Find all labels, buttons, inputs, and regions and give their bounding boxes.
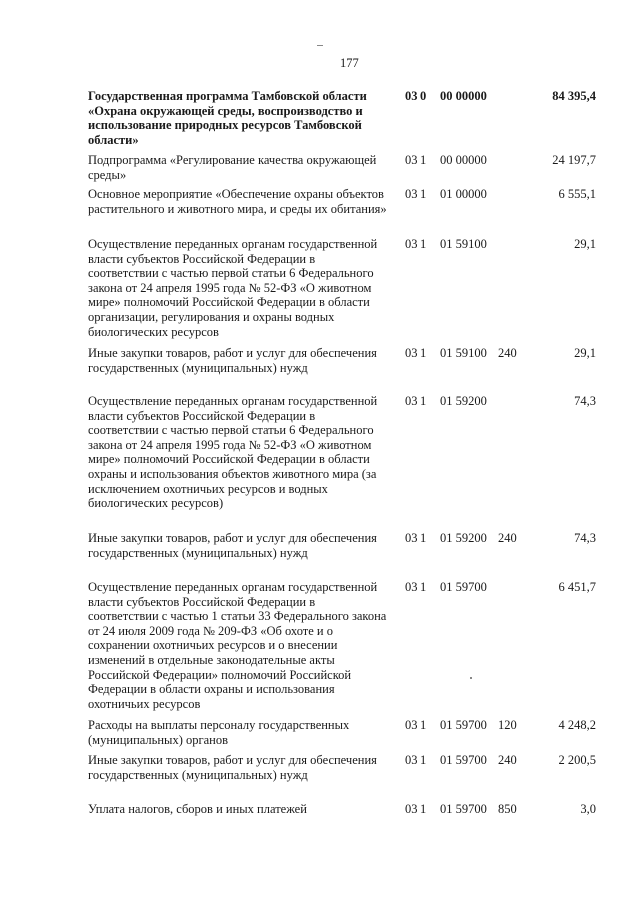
row-code-expense: 850 (498, 802, 517, 816)
row-code-target: 01 59100 (440, 346, 487, 360)
row-code-target: 00 00000 (440, 153, 487, 167)
row-name: Основное мероприятие «Обеспечение охраны объектов растительного и животного мира, и среды их обитания» (88, 187, 387, 216)
row-name: Осуществление переданных органам государственной власти субъектов Российской Федерации в соответствии с частью 1 статьи 33 Федерального закона от 24 июля 2009 года № 209-ФЗ «Об охоте и о сохранении охотничьих ресурсов и о внесении изменений в отдельные законодательные акты Российской Федерации» полномочий Российской Федерации в области охраны и использования охотничьих ресурсов (88, 580, 387, 711)
row-code-section: 03 (405, 89, 418, 103)
row-code-subsection: 1 (420, 531, 427, 545)
row-code-expense: 240 (498, 346, 517, 360)
row-code-section: 03 (405, 394, 418, 408)
row-amount: 84 395,4 (552, 89, 596, 103)
row-name: Государственная программа Тамбовской области «Охрана окружающей среды, воспроизводство и использование природных ресурсов Тамбовской области» (88, 89, 367, 147)
row-name: Иные закупки товаров, работ и услуг для обеспечения государственных (муниципальных) нужд (88, 531, 377, 560)
row-amount: 3,0 (580, 802, 596, 816)
row-name: Осуществление переданных органам государственной власти субъектов Российской Федерации в соответствии с частью первой статьи 6 Федерального закона от 24 апреля 1995 года № 52-ФЗ «О животном мире» полномочий Российской Федерации в области охраны и использования объектов животного мира (за исключением охотничьих ресурсов и водных биологических ресурсов) (88, 394, 378, 511)
row-code-target: 01 59700 (440, 802, 487, 816)
row-code-section: 03 (405, 346, 418, 360)
row-amount: 6 555,1 (558, 187, 596, 201)
row-code-subsection: 1 (420, 802, 427, 816)
row-name: Уплата налогов, сборов и иных платежей (88, 802, 307, 816)
row-name: Иные закупки товаров, работ и услуг для обеспечения государственных (муниципальных) нужд (88, 346, 377, 375)
row-amount: 24 197,7 (552, 153, 596, 167)
row-amount: 74,3 (574, 394, 596, 408)
row-code-target: 01 59200 (440, 531, 487, 545)
row-name: Подпрограмма «Регулирование качества окружающей среды» (88, 153, 377, 182)
row-amount: 6 451,7 (558, 580, 596, 594)
row-code-section: 03 (405, 531, 418, 545)
row-code-expense: 120 (498, 718, 517, 732)
scan-mark (470, 677, 472, 679)
row-code-expense: 240 (498, 753, 517, 767)
row-code-expense: 240 (498, 531, 517, 545)
row-code-subsection: 0 (420, 89, 427, 103)
row-amount: 2 200,5 (558, 753, 596, 767)
row-code-section: 03 (405, 153, 418, 167)
row-code-target: 01 59100 (440, 237, 487, 251)
row-code-target: 01 59700 (440, 580, 487, 594)
row-name: Расходы на выплаты персоналу государственных (муниципальных) органов (88, 718, 350, 747)
scan-mark (317, 45, 323, 46)
row-amount: 74,3 (574, 531, 596, 545)
row-code-subsection: 1 (420, 394, 427, 408)
row-code-subsection: 1 (420, 346, 427, 360)
row-code-section: 03 (405, 753, 418, 767)
row-code-subsection: 1 (420, 153, 427, 167)
row-code-target: 01 59200 (440, 394, 487, 408)
row-code-subsection: 1 (420, 580, 427, 594)
row-code-subsection: 1 (420, 237, 427, 251)
row-amount: 29,1 (574, 346, 596, 360)
row-code-section: 03 (405, 802, 418, 816)
row-code-section: 03 (405, 718, 418, 732)
row-code-section: 03 (405, 187, 418, 201)
row-code-section: 03 (405, 580, 418, 594)
row-amount: 29,1 (574, 237, 596, 251)
row-code-target: 00 00000 (440, 89, 487, 103)
row-amount: 4 248,2 (558, 718, 596, 732)
row-code-subsection: 1 (420, 718, 427, 732)
row-code-target: 01 59700 (440, 753, 487, 767)
row-name: Иные закупки товаров, работ и услуг для обеспечения государственных (муниципальных) нужд (88, 753, 377, 782)
row-code-target: 01 00000 (440, 187, 487, 201)
row-name: Осуществление переданных органам государственной власти субъектов Российской Федерации в соответствии с частью первой статьи 6 Федерального закона от 24 апреля 1995 года № 52-ФЗ «О животном мире» полномочий Российской Федерации в области организации, регулирования и охраны водных биологических ресурсов (88, 237, 378, 339)
row-code-target: 01 59700 (440, 718, 487, 732)
page-number: 177 (340, 56, 359, 70)
row-code-section: 03 (405, 237, 418, 251)
row-code-subsection: 1 (420, 187, 427, 201)
row-code-subsection: 1 (420, 753, 427, 767)
